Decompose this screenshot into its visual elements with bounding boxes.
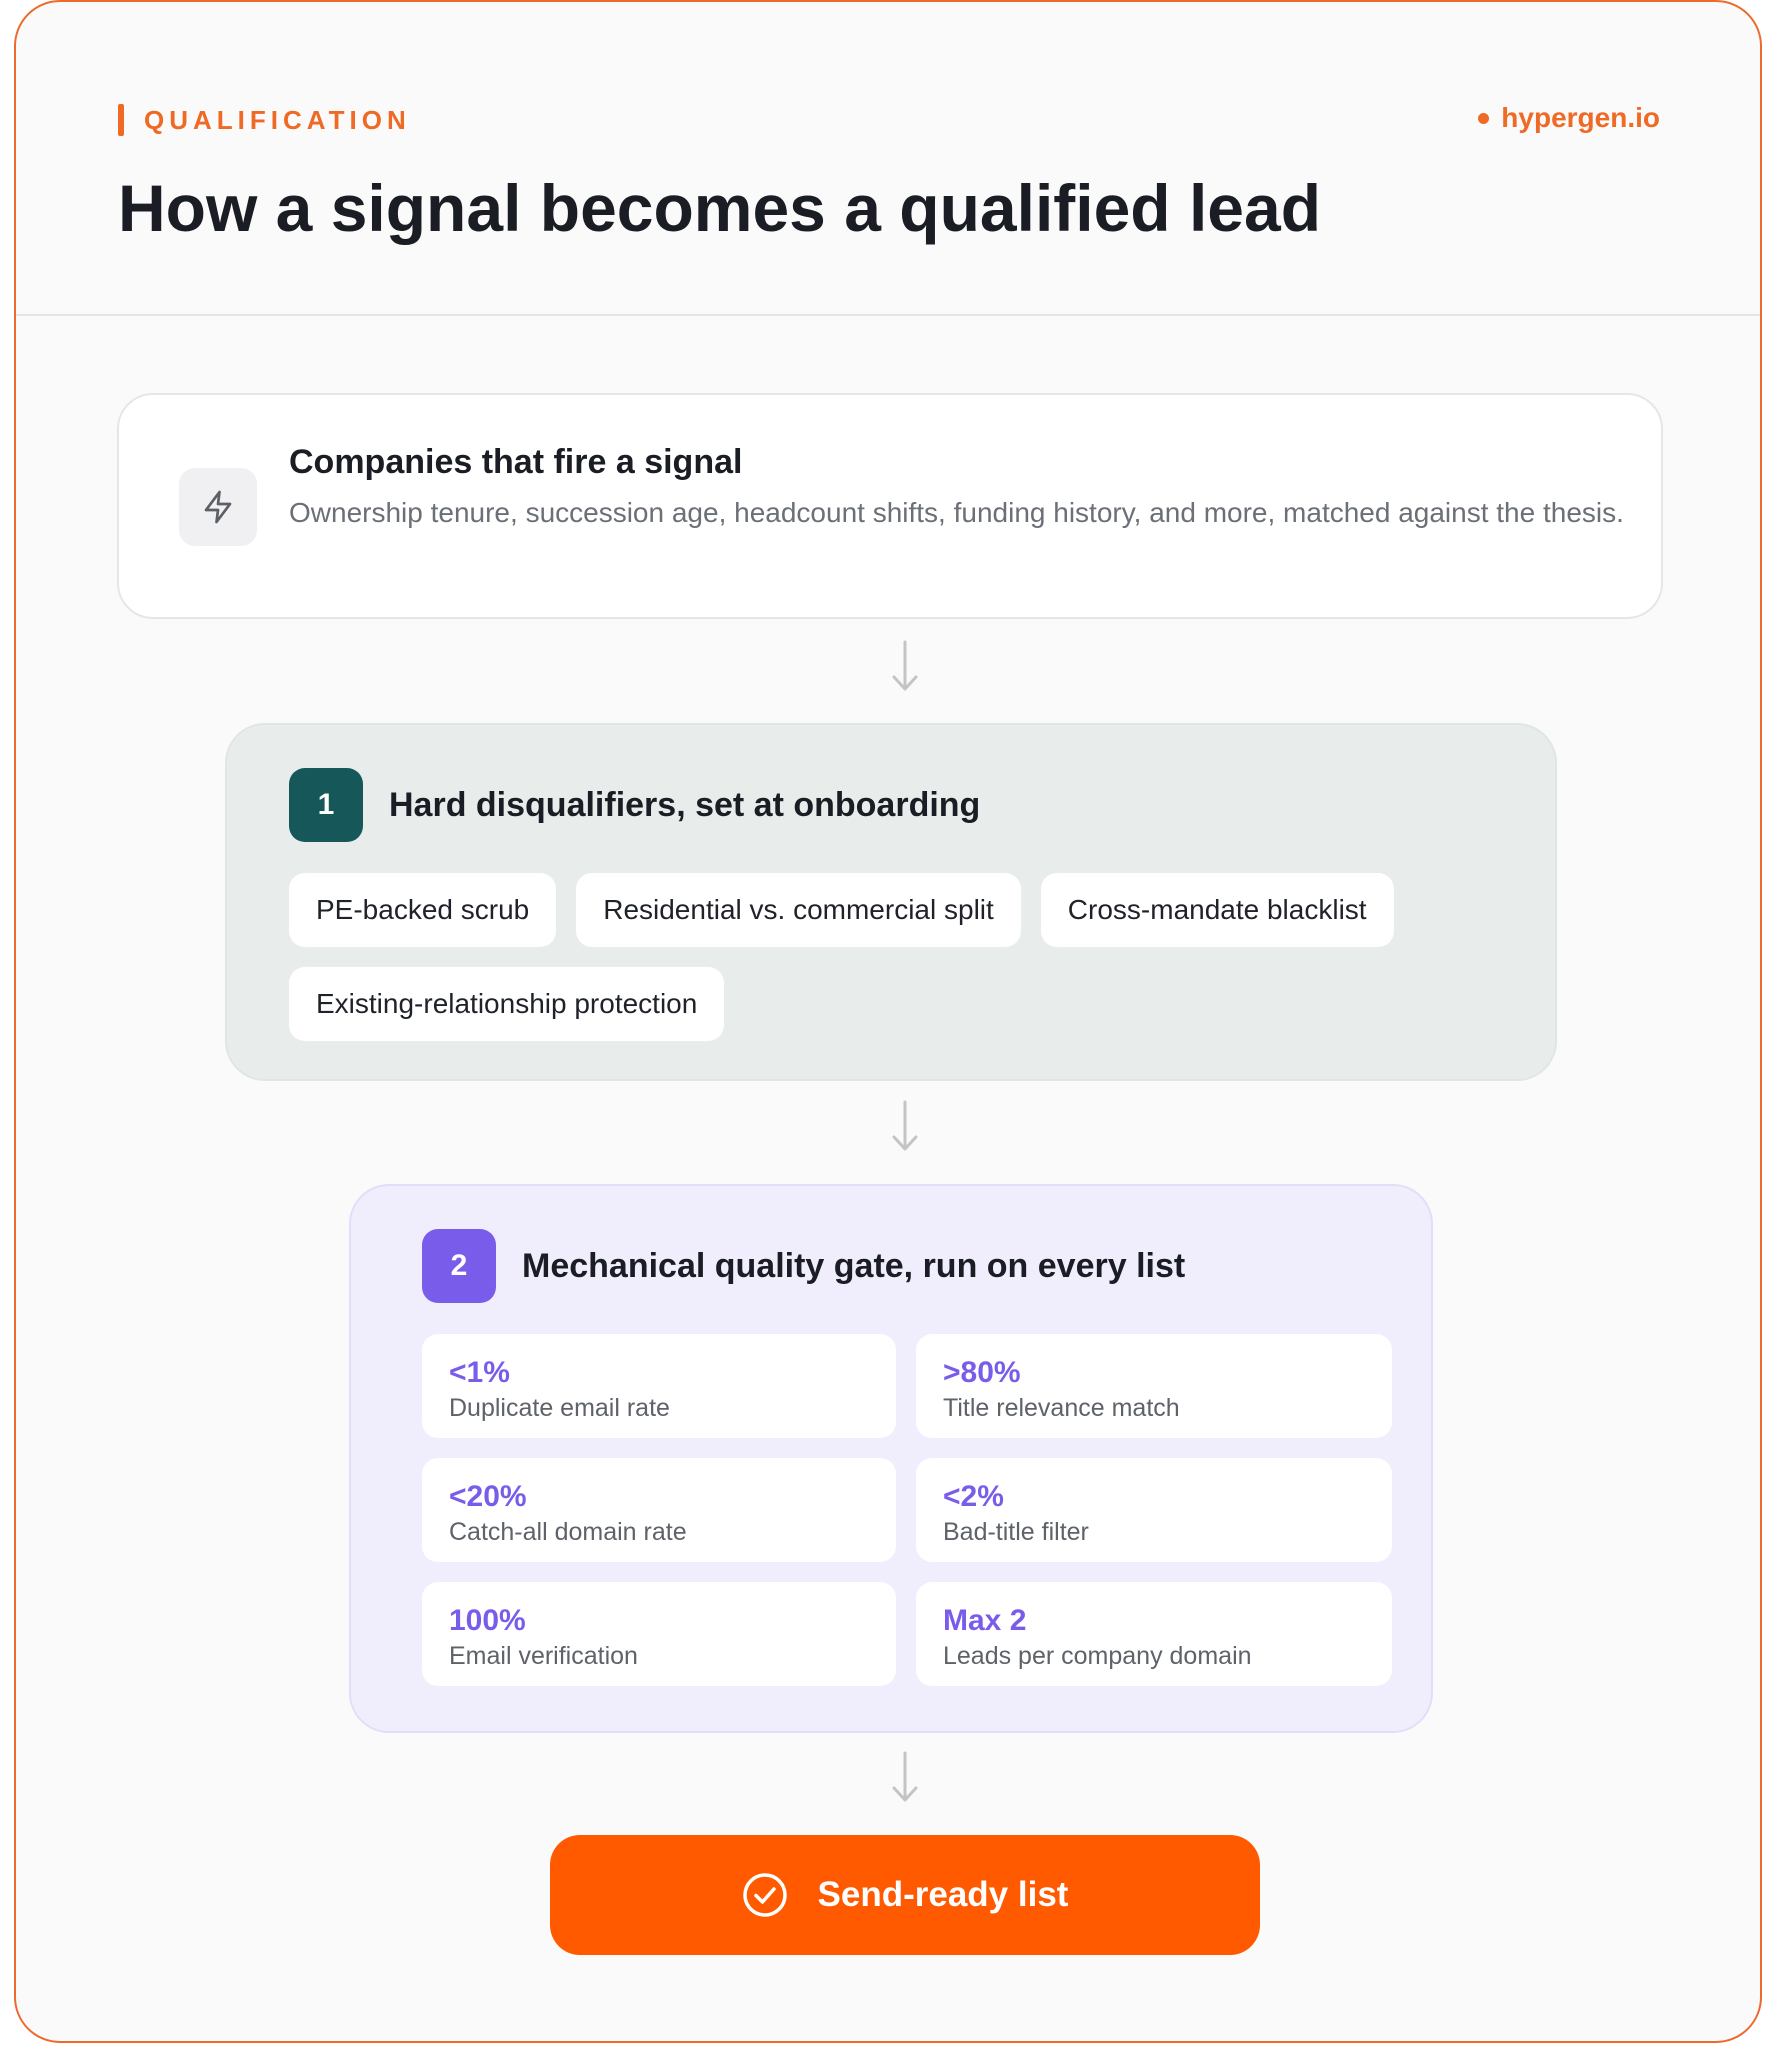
stage-number-badge: 1	[289, 768, 363, 842]
stage-quality-gate	[349, 1184, 1433, 1733]
stage-title: Mechanical quality gate, run on every list	[522, 1247, 1186, 1285]
disqualifier-chips	[289, 873, 1489, 1041]
metric-value: <2%	[943, 1480, 1004, 1513]
eyebrow-bar	[118, 104, 124, 136]
metric-label: Email verification	[449, 1642, 638, 1670]
metric-card	[916, 1582, 1392, 1686]
metric-value: >80%	[943, 1356, 1021, 1389]
page-title: How a signal becomes a qualified lead	[118, 171, 1322, 245]
eyebrow-label: QUALIFICATION	[144, 104, 411, 135]
metric-card	[422, 1334, 896, 1438]
brand-label: hypergen.io	[1501, 102, 1660, 133]
arrow-down-icon	[889, 1100, 921, 1152]
metric-label: Catch-all domain rate	[449, 1518, 687, 1546]
arrow-down-icon	[889, 640, 921, 692]
check-circle-icon	[742, 1872, 788, 1918]
chip-pe-backed-scrub: PE-backed scrub	[289, 873, 556, 947]
infographic-frame	[14, 0, 1762, 2043]
chip-cross-mandate-blacklist: Cross-mandate blacklist	[1041, 873, 1394, 947]
metric-card	[916, 1334, 1392, 1438]
metric-label: Title relevance match	[943, 1394, 1180, 1422]
eyebrow	[118, 104, 411, 136]
signal-card	[117, 393, 1663, 619]
lightning-bolt-icon	[179, 468, 257, 546]
chip-residential-commercial-split: Residential vs. commercial split	[576, 873, 1021, 947]
stage-number-badge: 2	[422, 1229, 496, 1303]
brand-dot-icon	[1478, 113, 1489, 124]
send-ready-list-button[interactable]	[550, 1835, 1260, 1955]
arrow-down-icon	[889, 1751, 921, 1803]
metric-label: Leads per company domain	[943, 1642, 1252, 1670]
cta-label: Send-ready list	[817, 1875, 1069, 1914]
stage-hard-disqualifiers	[225, 723, 1557, 1081]
stage-title: Hard disqualifiers, set at onboarding	[389, 786, 981, 824]
metric-card	[422, 1458, 896, 1562]
metric-value: <20%	[449, 1480, 527, 1513]
header	[16, 2, 1760, 316]
metric-value: 100%	[449, 1604, 526, 1637]
metric-card	[916, 1458, 1392, 1562]
quality-metrics	[422, 1334, 1392, 1686]
signal-description: Ownership tenure, succession age, headcount shifts, funding history, and more, matched against the thesis.	[289, 497, 1624, 528]
metric-card	[422, 1582, 896, 1686]
metric-label: Bad-title filter	[943, 1518, 1089, 1546]
metric-value: <1%	[449, 1356, 510, 1389]
chip-existing-relationship-protection: Existing-relationship protection	[289, 967, 724, 1041]
brand	[1478, 102, 1660, 134]
metric-label: Duplicate email rate	[449, 1394, 670, 1422]
signal-title: Companies that fire a signal	[289, 443, 743, 481]
metric-value: Max 2	[943, 1604, 1027, 1637]
